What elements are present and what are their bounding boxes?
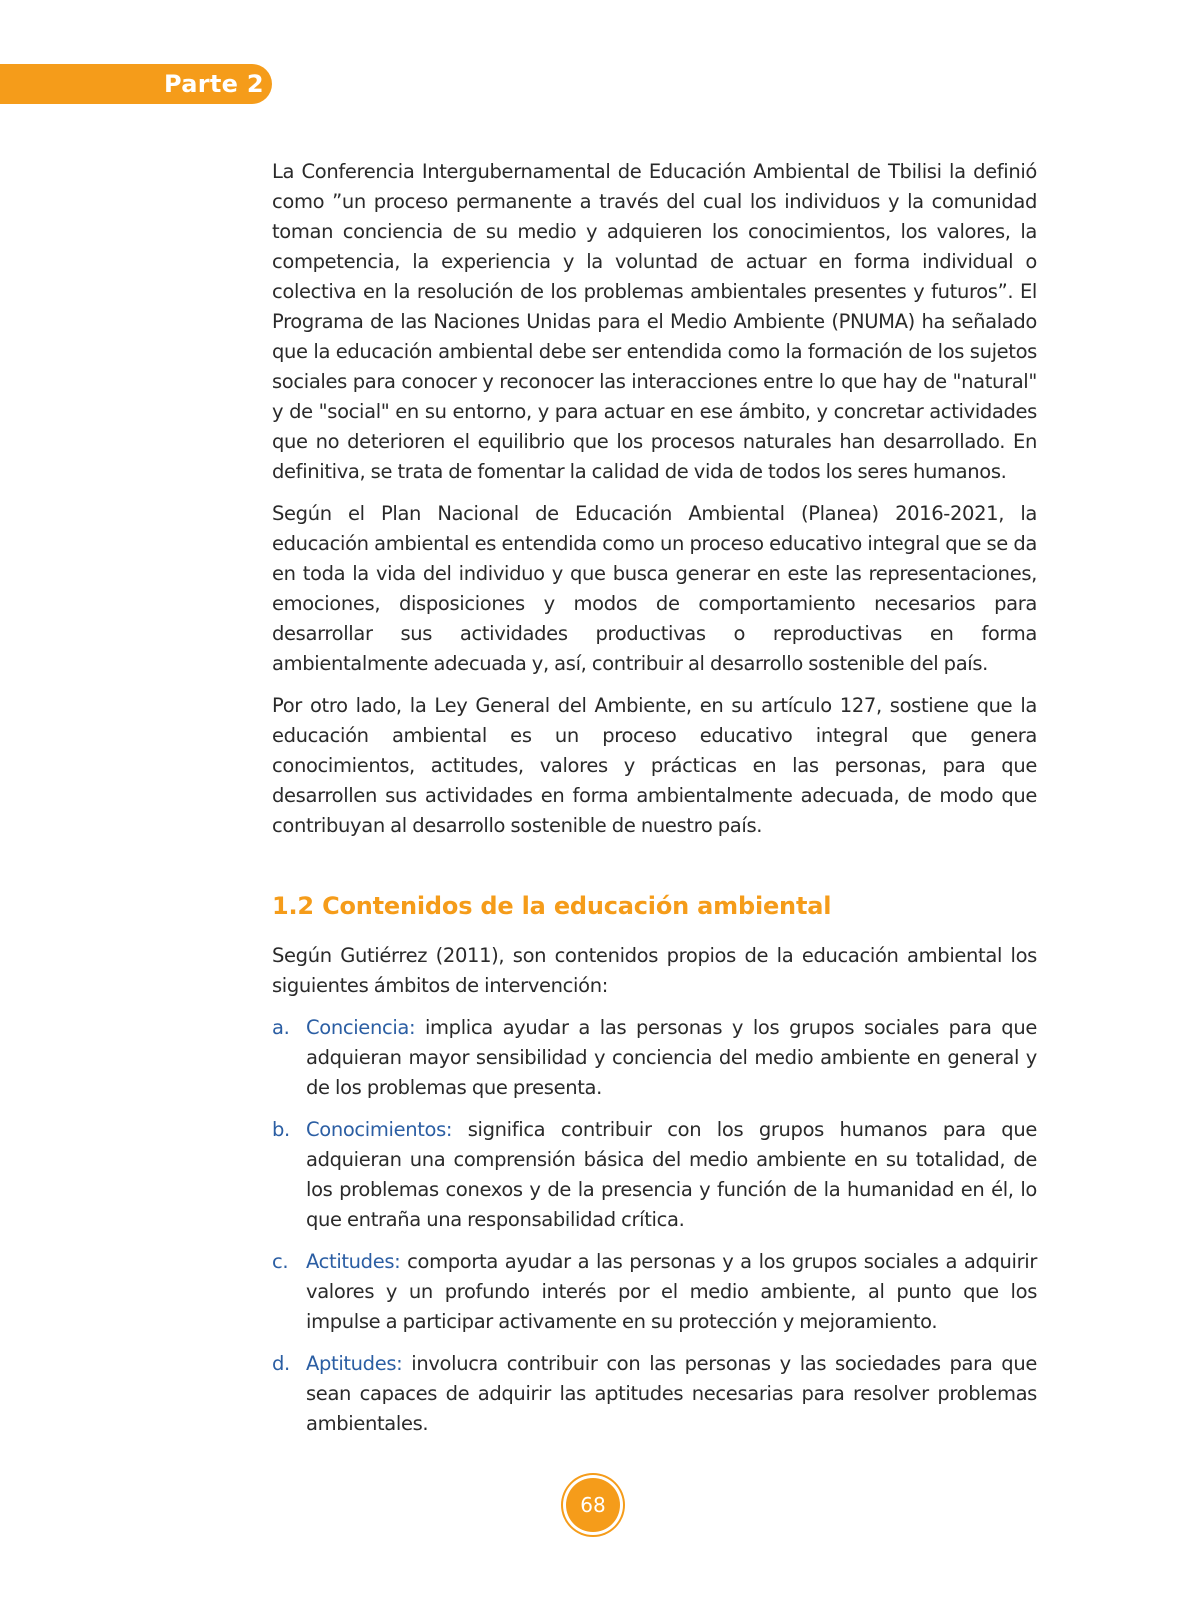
list-item-aptitudes <box>272 1349 1037 1439</box>
list-marker: d. <box>272 1352 290 1375</box>
list-item-conciencia <box>272 1013 1037 1103</box>
section-title: 1.2 Contenidos de la educación ambiental <box>272 892 832 920</box>
paragraph-planea: Según el Plan Nacional de Educación Ambiental (Planea) 2016-2021, la educación ambiental es entendida como un proceso educativo integral que se da en toda la vida del individuo y que busca generar en este las representaciones, emociones, disposiciones y modos de comportamiento necesarios para desarrollar sus actividades productivas o reproductivas en forma ambientalmente adecuada y, así, contribuir al desarrollo sostenible del país. <box>272 502 1037 675</box>
paragraph-tbilisi: La Conferencia Intergubernamental de Educación Ambiental de Tbilisi la definió como ”un proceso permanente a través del cual los individuos y la comunidad toman conciencia de su medio y adquieren los conocimientos, los valores, la competencia, la experiencia y la voluntad de actuar en forma individual o colectiva en la resolución de los problemas ambientales presentes y futuros”. El Programa de las Naciones Unidas para el Medio Ambiente (PNUMA) ha señalado que la educación ambiental debe ser entendida como la formación de los sujetos sociales para conocer y reconocer las interacciones entre lo que hay de "natural" y de "social" en su entorno, y para actuar en ese ámbito, y concretar actividades que no deterioren el equilibrio que los procesos naturales han desarrollado. En definitiva, se trata de fomentar la calidad de vida de todos los seres humanos. <box>272 160 1037 483</box>
section-intro: Según Gutiérrez (2011), son contenidos propios de la educación ambiental los siguientes ámbitos de intervención: <box>272 944 1037 997</box>
page-number: 68 <box>566 1478 620 1532</box>
part-tab <box>0 64 272 104</box>
list-text: implica ayudar a las personas y los grupos sociales para que adquieran mayor sensibilidad y conciencia del medio ambiente en general y de los problemas que presenta. <box>306 1016 1037 1099</box>
list-marker: b. <box>272 1118 290 1141</box>
part-label: Parte 2 <box>164 70 264 98</box>
list-text: involucra contribuir con las personas y las sociedades para que sean capaces de adquirir las aptitudes necesarias para resolver problemas ambientales. <box>306 1352 1037 1435</box>
list-marker: c. <box>272 1250 289 1273</box>
list-term: Aptitudes: <box>306 1352 403 1375</box>
list-term: Conocimientos: <box>306 1118 453 1141</box>
main-content <box>272 157 1037 1451</box>
list-term: Conciencia: <box>306 1016 416 1039</box>
list-text: comporta ayudar a las personas y a los grupos sociales a adquirir valores y un profundo interés por el medio ambiente, al punto que los impulse a participar activamente en su protección y mejoramiento. <box>306 1250 1037 1333</box>
list-term: Actitudes: <box>306 1250 401 1273</box>
list-text: significa contribuir con los grupos humanos para que adquieran una comprensión básica del medio ambiente en su totalidad, de los problemas conexos y de la presencia y función de la humanidad en él, lo que entraña una responsabilidad crítica. <box>306 1118 1037 1231</box>
list-item-conocimientos <box>272 1115 1037 1235</box>
paragraph-ley-general: Por otro lado, la Ley General del Ambiente, en su artículo 127, sostiene que la educación ambiental es un proceso educativo integral que genera conocimientos, actitudes, valores y prácticas en las personas, para que desarrollen sus actividades en forma ambientalmente adecuada, de modo que contribuyan al desarrollo sostenible de nuestro país. <box>272 694 1037 837</box>
list-item-actitudes <box>272 1247 1037 1337</box>
contents-list <box>272 1013 1037 1439</box>
list-marker: a. <box>272 1016 290 1039</box>
